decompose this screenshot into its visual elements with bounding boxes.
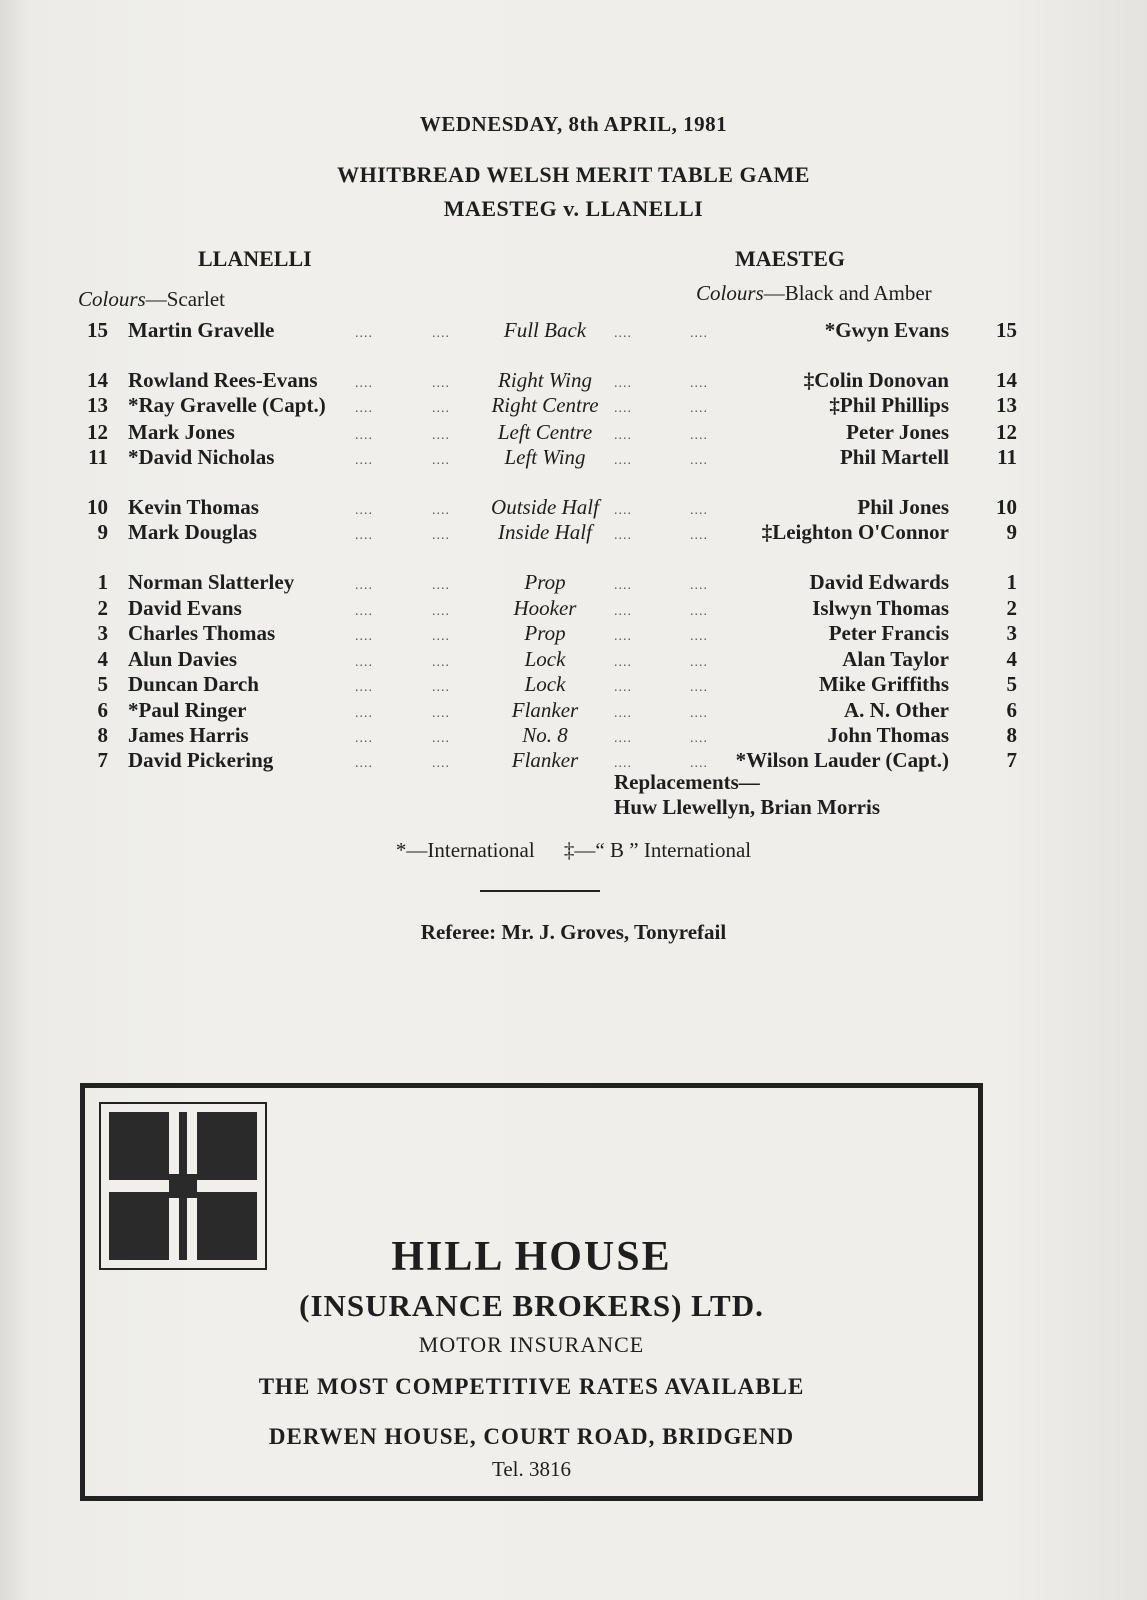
lineup-row [0, 520, 1147, 548]
advert-address: DERWEN HOUSE, COURT ROAD, BRIDGEND [268, 1424, 795, 1449]
right-player-name: ‡Leighton O'Connor [761, 520, 949, 544]
left-jersey-number: 9 [97, 520, 108, 544]
referee-line: Referee: Mr. J. Groves, Tonyrefail [420, 920, 727, 944]
dot-leader: .... [355, 731, 373, 746]
dot-leader: .... [432, 428, 450, 443]
lineup-row [0, 570, 1147, 598]
right-jersey-number: 4 [1006, 647, 1017, 671]
lineup-row [0, 393, 1147, 421]
fixture-title: MAESTEG v. LLANELLI [443, 196, 704, 221]
left-player-name: Alun Davies [128, 647, 238, 671]
position-name: Full Back [503, 318, 587, 342]
dot-leader: .... [355, 503, 373, 518]
right-player-name: A. N. Other [844, 698, 949, 722]
right-player-name: *Wilson Lauder (Capt.) [735, 748, 949, 772]
dot-leader: .... [614, 326, 632, 341]
right-jersey-number: 7 [1006, 748, 1017, 772]
position-name: Flanker [511, 698, 579, 722]
dot-leader: .... [355, 401, 373, 416]
dot-leader: .... [355, 428, 373, 443]
dot-leader: .... [355, 604, 373, 619]
right-player-name: Islwyn Thomas [812, 596, 949, 620]
right-player-name: Alan Taylor [842, 647, 949, 671]
dot-leader: .... [355, 756, 373, 771]
left-player-name: Rowland Rees-Evans [128, 368, 318, 392]
right-player-name: David Edwards [809, 570, 949, 594]
left-jersey-number: 2 [97, 596, 108, 620]
left-jersey-number: 15 [87, 318, 108, 342]
lineup-row [0, 698, 1147, 726]
left-player-name: Kevin Thomas [128, 495, 259, 519]
dot-leader: .... [690, 731, 708, 746]
right-jersey-number: 6 [1006, 698, 1017, 722]
left-jersey-number: 6 [97, 698, 108, 722]
left-jersey-number: 11 [88, 445, 108, 469]
left-player-name: Mark Jones [128, 420, 235, 444]
dot-leader: .... [355, 326, 373, 341]
right-jersey-number: 9 [1006, 520, 1017, 544]
left-player-name: Martin Gravelle [128, 318, 275, 342]
dot-leader: .... [690, 453, 708, 468]
left-player-name: *David Nicholas [128, 445, 275, 469]
lineup-row [0, 368, 1147, 396]
left-player-name: Duncan Darch [128, 672, 259, 696]
left-player-name: James Harris [128, 723, 249, 747]
left-player-name: Norman Slatterley [128, 570, 295, 594]
dot-leader: .... [355, 655, 373, 670]
lineup-row [0, 596, 1147, 624]
dot-leader: .... [690, 528, 708, 543]
right-player-name: Peter Jones [846, 420, 949, 444]
position-name: Lock [524, 647, 566, 671]
advert-telephone: Tel. 3816 [491, 1457, 572, 1481]
dot-leader: .... [355, 528, 373, 543]
right-player-name: Phil Jones [857, 495, 949, 519]
lineup-row [0, 445, 1147, 473]
left-player-name: David Evans [128, 596, 242, 620]
dot-leader: .... [614, 629, 632, 644]
right-team-colours [696, 281, 932, 306]
right-jersey-number: 13 [996, 393, 1017, 417]
colours-label: Colours [78, 287, 146, 311]
left-jersey-number: 4 [97, 647, 108, 671]
right-player-name: John Thomas [827, 723, 949, 747]
advertisement-box [80, 1083, 983, 1501]
dot-leader: .... [432, 604, 450, 619]
divider-rule [480, 890, 600, 892]
right-player-name: Mike Griffiths [818, 672, 949, 696]
position-name: Prop [524, 570, 566, 594]
dot-leader: .... [614, 453, 632, 468]
dot-leader: .... [432, 453, 450, 468]
position-name: Prop [524, 621, 566, 645]
colours-value: —Scarlet [145, 287, 225, 311]
right-player-name: *Gwyn Evans [824, 318, 949, 342]
dot-leader: .... [690, 655, 708, 670]
dot-leader: .... [432, 655, 450, 670]
position-name: Hooker [513, 596, 577, 620]
dot-leader: .... [432, 376, 450, 391]
dot-leader: .... [614, 528, 632, 543]
left-player-name: David Pickering [128, 748, 274, 772]
dot-leader: .... [690, 578, 708, 593]
dot-leader: .... [432, 326, 450, 341]
right-player-name: ‡Phil Phillips [829, 393, 949, 417]
match-date: WEDNESDAY, 8th APRIL, 1981 [419, 112, 728, 136]
lineup-row [0, 318, 1147, 346]
right-jersey-number: 12 [996, 420, 1017, 444]
dot-leader: .... [690, 503, 708, 518]
position-name: Left Centre [497, 420, 593, 444]
advert-service: MOTOR INSURANCE [418, 1332, 645, 1357]
dot-leader: .... [614, 578, 632, 593]
competition-title: WHITBREAD WELSH MERIT TABLE GAME [337, 162, 810, 187]
right-jersey-number: 15 [996, 318, 1017, 342]
dot-leader: .... [614, 680, 632, 695]
legend-b-international: ‡—“ B ” International [563, 838, 752, 862]
position-name: Right Wing [498, 368, 592, 392]
dot-leader: .... [355, 453, 373, 468]
dot-leader: .... [690, 401, 708, 416]
dot-leader: .... [355, 376, 373, 391]
lineup-row [0, 420, 1147, 448]
lineup-row [0, 621, 1147, 649]
dot-leader: .... [614, 376, 632, 391]
advert-slogan: THE MOST COMPETITIVE RATES AVAILABLE [258, 1374, 805, 1399]
left-jersey-number: 13 [87, 393, 108, 417]
dot-leader: .... [432, 756, 450, 771]
dot-leader: .... [614, 655, 632, 670]
colours-value: —Black and Amber [763, 281, 932, 305]
dot-leader: .... [432, 706, 450, 721]
lineup-row [0, 647, 1147, 675]
legend-international: *—International [395, 838, 535, 862]
dot-leader: .... [690, 326, 708, 341]
left-player-name: Charles Thomas [128, 621, 276, 645]
dot-leader: .... [690, 756, 708, 771]
dot-leader: .... [614, 428, 632, 443]
dot-leader: .... [432, 528, 450, 543]
advert-company-subtitle: (INSURANCE BROKERS) LTD. [299, 1288, 764, 1323]
lineup-row [0, 723, 1147, 751]
position-name: Outside Half [491, 495, 599, 519]
right-jersey-number: 10 [996, 495, 1017, 519]
position-name: No. 8 [522, 723, 568, 747]
dot-leader: .... [690, 604, 708, 619]
right-player-name: ‡Colin Donovan [803, 368, 949, 392]
left-player-name: *Ray Gravelle (Capt.) [128, 393, 326, 417]
right-jersey-number: 2 [1006, 596, 1017, 620]
right-jersey-number: 5 [1006, 672, 1017, 696]
right-jersey-number: 3 [1006, 621, 1017, 645]
right-player-name: Peter Francis [828, 621, 949, 645]
position-name: Flanker [511, 748, 579, 772]
dot-leader: .... [690, 706, 708, 721]
dot-leader: .... [614, 401, 632, 416]
left-jersey-number: 10 [87, 495, 108, 519]
right-jersey-number: 8 [1006, 723, 1017, 747]
replacements-label: Replacements— [614, 770, 760, 794]
colours-label: Colours [696, 281, 764, 305]
dot-leader: .... [432, 731, 450, 746]
left-jersey-number: 12 [87, 420, 108, 444]
right-team-name: MAESTEG [735, 246, 846, 271]
dot-leader: .... [614, 604, 632, 619]
left-team-name: LLANELLI [198, 246, 312, 271]
left-jersey-number: 14 [87, 368, 108, 392]
dot-leader: .... [432, 578, 450, 593]
replacements-names: Huw Llewellyn, Brian Morris [614, 795, 880, 819]
position-name: Inside Half [498, 520, 592, 544]
dot-leader: .... [432, 680, 450, 695]
dot-leader: .... [432, 629, 450, 644]
left-player-name: Mark Douglas [128, 520, 257, 544]
dot-leader: .... [690, 428, 708, 443]
dot-leader: .... [614, 503, 632, 518]
left-jersey-number: 8 [97, 723, 108, 747]
dot-leader: .... [432, 503, 450, 518]
left-jersey-number: 1 [97, 570, 108, 594]
legend [0, 838, 1147, 863]
dot-leader: .... [614, 731, 632, 746]
dot-leader: .... [355, 706, 373, 721]
dot-leader: .... [355, 680, 373, 695]
dot-leader: .... [690, 680, 708, 695]
dot-leader: .... [355, 578, 373, 593]
dot-leader: .... [690, 629, 708, 644]
dot-leader: .... [690, 376, 708, 391]
lineup-row [0, 672, 1147, 700]
dot-leader: .... [355, 629, 373, 644]
position-name: Left Wing [504, 445, 586, 469]
right-jersey-number: 14 [996, 368, 1017, 392]
left-jersey-number: 3 [97, 621, 108, 645]
lineup-row [0, 495, 1147, 523]
right-jersey-number: 11 [997, 445, 1017, 469]
advert-company-name: HILL HOUSE [391, 1234, 672, 1280]
lineup-row [0, 748, 1147, 776]
dot-leader: .... [614, 706, 632, 721]
right-player-name: Phil Martell [839, 445, 949, 469]
left-jersey-number: 7 [97, 748, 108, 772]
position-name: Lock [524, 672, 566, 696]
left-player-name: *Paul Ringer [128, 698, 247, 722]
right-jersey-number: 1 [1006, 570, 1017, 594]
dot-leader: .... [614, 756, 632, 771]
dot-leader: .... [432, 401, 450, 416]
left-jersey-number: 5 [97, 672, 108, 696]
left-team-colours [78, 287, 225, 312]
position-name: Right Centre [491, 393, 599, 417]
